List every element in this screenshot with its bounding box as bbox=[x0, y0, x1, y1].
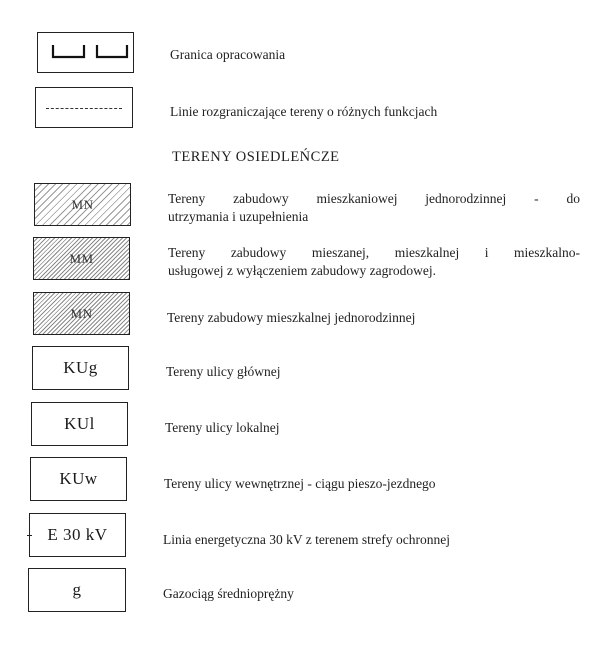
legend-symbol-gas-pipeline bbox=[28, 568, 126, 612]
legend-description bbox=[168, 190, 580, 226]
legend-symbol-kul bbox=[31, 402, 128, 446]
legend-code: KUw bbox=[59, 469, 98, 488]
dashed-line-icon bbox=[46, 108, 122, 109]
legend-description: Tereny ulicy wewnętrznej - ciągu pieszo-jezdnego bbox=[164, 476, 436, 491]
legend-code: KUl bbox=[64, 414, 95, 433]
legend-code: MN bbox=[71, 196, 94, 212]
legend-description-line: Tereny zabudowy mieszanej, mieszkalnej i mieszkalno- bbox=[168, 245, 580, 260]
legend-symbol-power-line bbox=[29, 513, 126, 557]
legend-symbol-mn-2 bbox=[33, 292, 130, 335]
dividing-lines-label: Linie rozgraniczające tereny o różnych funkcjach bbox=[170, 104, 438, 119]
legend-code: MM bbox=[69, 250, 94, 266]
legend-code: E 30 kV bbox=[47, 525, 108, 544]
power-line-tick-icon bbox=[27, 535, 32, 536]
legend-description: Gazociąg średnioprężny bbox=[163, 586, 294, 601]
legend-description-line: utrzymania i uzupełnienia bbox=[168, 209, 309, 224]
legend-description-line: Tereny zabudowy mieszkaniowej jednorodzinnej - do bbox=[168, 191, 580, 206]
legend-description: Tereny ulicy lokalnej bbox=[165, 420, 280, 435]
legend-description: Tereny zabudowy mieszkalnej jednorodzinnej bbox=[167, 310, 416, 325]
legend-description: Linia energetyczna 30 kV z terenem strefy ochronnej bbox=[163, 532, 451, 547]
legend-description bbox=[168, 244, 580, 280]
legend-symbol-mn bbox=[34, 183, 131, 226]
dividing-lines-symbol-box bbox=[35, 87, 133, 128]
legend-code: KUg bbox=[63, 358, 98, 377]
legend-code: g bbox=[72, 580, 82, 599]
legend-code: MN bbox=[70, 305, 93, 321]
legend-symbol-kuw bbox=[30, 457, 127, 501]
section-heading: TERENY OSIEDLEŃCZE bbox=[172, 149, 340, 165]
legend-description-line: usługowej z wyłączeniem zabudowy zagrodowej. bbox=[168, 263, 437, 278]
boundary-label: Granica opracowania bbox=[170, 47, 286, 62]
legend-symbol-kug bbox=[32, 346, 129, 390]
legend-description: Tereny ulicy głównej bbox=[166, 364, 281, 379]
legend-symbol-mm bbox=[33, 237, 130, 280]
boundary-symbol-box bbox=[37, 32, 134, 73]
boundary-line-icon bbox=[36, 31, 133, 72]
